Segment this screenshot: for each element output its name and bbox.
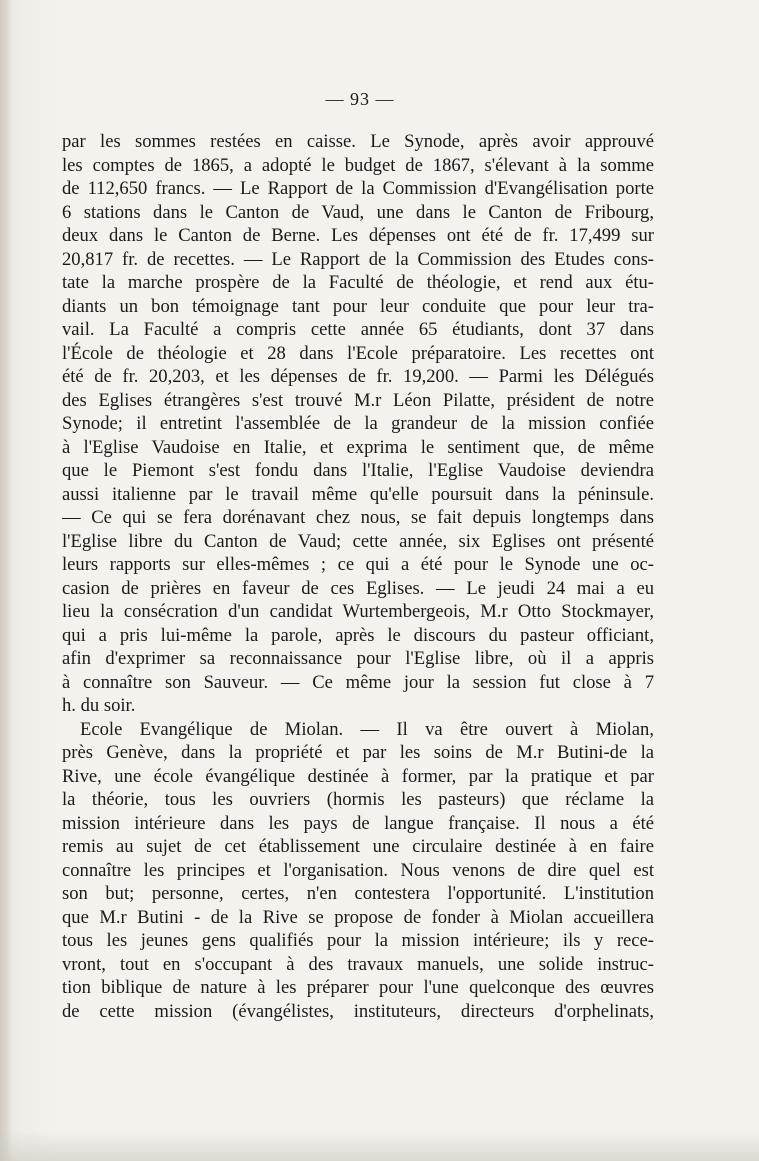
page-spine-shadow [0,0,12,1161]
text-line: remis au sujet de cet établissement une circulaire destinée à en faire [62,836,654,857]
text-line: casion de prières en faveur de ces Eglises. — Le jeudi 24 mai a eu [62,577,654,599]
text-line: vront, tout en s'occupant à des travaux manuels, une solide instruc- [62,953,654,975]
text-line: qui a pris lui-même la parole, après le discours du pasteur officiant, [62,624,654,646]
text-line: près Genève, dans la propriété et par les soins de M.r Butini-de la [62,742,654,763]
text-line: la théorie, tous les ouvriers (hormis les pasteurs) que réclame la [62,789,654,810]
text-line: mission intérieure dans les pays de langue française. Il nous a été [62,812,654,834]
text-line: diants un bon témoignage tant pour leur conduite que pour leur tra- [62,295,654,317]
text-line: h. du soir. [62,695,136,716]
text-line: à l'Eglise Vaudoise en Italie, et exprima le sentiment que, de même [62,436,654,458]
page-bottom-shadow [0,1131,759,1161]
text-line: les comptes de 1865, a adopté le budget de 1867, s'élevant à la somme [62,154,654,176]
section-heading-line: Ecole Evangélique de Miolan. — Il va être ouvert à Miolan, [80,718,654,740]
text-line: deux dans le Canton de Berne. Les dépenses ont été de fr. 17,499 sur [62,225,654,246]
text-line: des Eglises étrangères s'est trouvé M.r Léon Pilatte, président de notre [62,389,654,411]
text-line: de cette mission (évangélistes, instituteurs, directeurs d'orphelinats, [62,1000,654,1022]
text-line: Synode; il entretint l'assemblée de la grandeur de la mission confiée [62,413,654,434]
text-line: l'École de théologie et 28 dans l'Ecole préparatoire. Les recettes ont [62,342,654,364]
text-line: que le Piemont s'est fondu dans l'Italie, l'Eglise Vaudoise deviendra [62,460,654,481]
text-line: que M.r Butini - de la Rive se propose de fonder à Miolan accueillera [62,906,654,928]
text-line: par les sommes restées en caisse. Le Synode, après avoir approuvé [62,131,654,152]
text-line: afin d'exprimer sa reconnaissance pour l'Eglise libre, où il a appris [62,648,654,669]
page-number: — 93 — [325,89,395,109]
text-line: l'Eglise libre du Canton de Vaud; cette année, six Eglises ont présenté [62,530,654,552]
text-line: vail. La Faculté a compris cette année 65 étudiants, dont 37 dans [62,319,654,340]
text-line: son but; personne, certes, n'en contestera l'opportunité. L'institution [62,883,654,904]
text-line: Rive, une école évangélique destinée à former, par la pratique et par [62,765,654,787]
text-line: été de fr. 20,203, et les dépenses de fr. 19,200. — Parmi les Délégués [62,366,654,387]
text-line: tion biblique de nature à les préparer pour l'une quelconque des œuvres [62,977,654,998]
text-line: connaître les principes et l'organisation. Nous venons de dire quel est [62,859,654,881]
text-line: lieu la consécration d'un candidat Wurtembergeois, M.r Otto Stockmayer, [62,601,654,622]
text-line: de 112,650 francs. — Le Rapport de la Commission d'Evangélisation porte [62,178,654,199]
text-line: tate la marche prospère de la Faculté de théologie, et rend aux étu- [62,272,654,293]
text-line: aussi italienne par le travail même qu'elle poursuit dans la péninsule. [62,483,654,505]
text-line: 6 stations dans le Canton de Vaud, une dans le Canton de Fribourg, [62,201,654,223]
text-line: leurs rapports sur elles-mêmes ; ce qui a été pour le Synode une oc- [62,554,654,575]
body-text [62,130,654,1023]
text-line: — Ce qui se fera dorénavant chez nous, se fait depuis longtemps dans [62,507,654,528]
text-line: à connaître son Sauveur. — Ce même jour la session fut close à 7 [62,671,654,693]
text-line: tous les jeunes gens qualifiés pour la mission intérieure; ils y rece- [62,930,654,951]
text-line: 20,817 fr. de recettes. — Le Rapport de la Commission des Etudes cons- [62,248,654,270]
